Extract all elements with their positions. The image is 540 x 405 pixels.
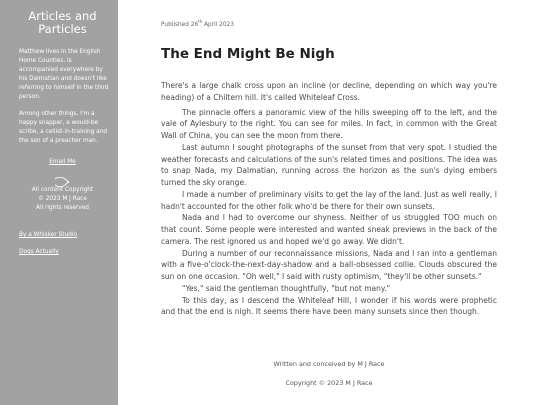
article-paragraph: During a number of our reconnaissance missions, Nada and I ran into a gentleman with a five-o'clock-the-next-day-shadow and a ball-obsessed collie. Clouds obscured the sun on one occasion. "Oh well," I said with rusty optimism, "they'll be other sunsets." (161, 248, 497, 281)
by-a-whisker-studio-link[interactable]: By a Whisker Studio (19, 232, 78, 238)
article-paragraph: To this day, as I descend the Whiteleaf Hill, I wonder if his words were prophetic and that the end is nigh. It seems there have been many sunsets since then though. (161, 295, 497, 317)
date-rest: April 2023 (202, 21, 234, 28)
article-paragraph: There's a large chalk cross upon an incline (or decline, depending on which way you're heading) of a Chiltern hill. It's called Whiteleaf Cross. (161, 81, 497, 102)
article-body (161, 80, 497, 318)
ichthys-fish-icon (7, 172, 118, 184)
site-title[interactable]: Articles and Particles (28, 9, 97, 36)
copyright-footer: Copyright © 2023 M J Race (285, 379, 373, 387)
email-me-link[interactable]: Email Me (49, 159, 76, 165)
date-prefix: Published 26 (161, 21, 199, 28)
article-paragraph: Nada and I had to overcome our shyness. Neither of us struggled TOO much on that count. Some people were interested and wanted sneak previews in the back of the camera. The rest ignored us and hoped we'd go away. We didn't. (161, 213, 497, 246)
article-paragraph: I made a number of preliminary visits to get the lay of the land. Just as well really, I hadn't accounted for the other folk who'd be there for their own sunsets. (161, 189, 497, 211)
author-bio-extra: Among other things, I'm a happy snapper, a would-be scribe, a cellist-in-training and the son of a preacher man. (19, 111, 108, 144)
author-bio: Matthew lives in the English Home Counties, is accompanied everywhere by his Dalmatian and doesn't like referring to himself in the third person. (19, 49, 109, 100)
copyright-line-2: © 2023 M J Race (38, 196, 87, 202)
publish-date (161, 19, 234, 28)
article-paragraph: Last autumn I sought photographs of the sunset from that very spot. I studied the weather forecasts and calculations of the sun's related times and positions. The idea was to snap Nada, my Dalmatian, running across the horizon as the sun's dying embers turned the sky orange. (161, 142, 497, 187)
dogs-actually-link[interactable]: Dogs Actually (19, 249, 59, 255)
date-suffix: th (198, 19, 203, 24)
article-paragraph: "Yes," said the gentleman thoughtfully, "but not many." (182, 283, 391, 293)
written-by-footer: Written and conceived by M J Race (273, 360, 385, 368)
sidebar (0, 0, 118, 405)
article-paragraph: The pinnacle offers a panoramic view of the hills sweeping off to the left, and the vale of Aylesbury to the right. You can see for miles. In fact, in common with the Great Wall of China, you can see the moon from there. (161, 107, 497, 140)
sidebar-copyright (7, 186, 118, 213)
copyright-line-1: All content Copyright (31, 187, 94, 193)
post-title: The End Might Be Nigh (161, 46, 335, 62)
copyright-line-3: All rights reserved (36, 205, 89, 211)
